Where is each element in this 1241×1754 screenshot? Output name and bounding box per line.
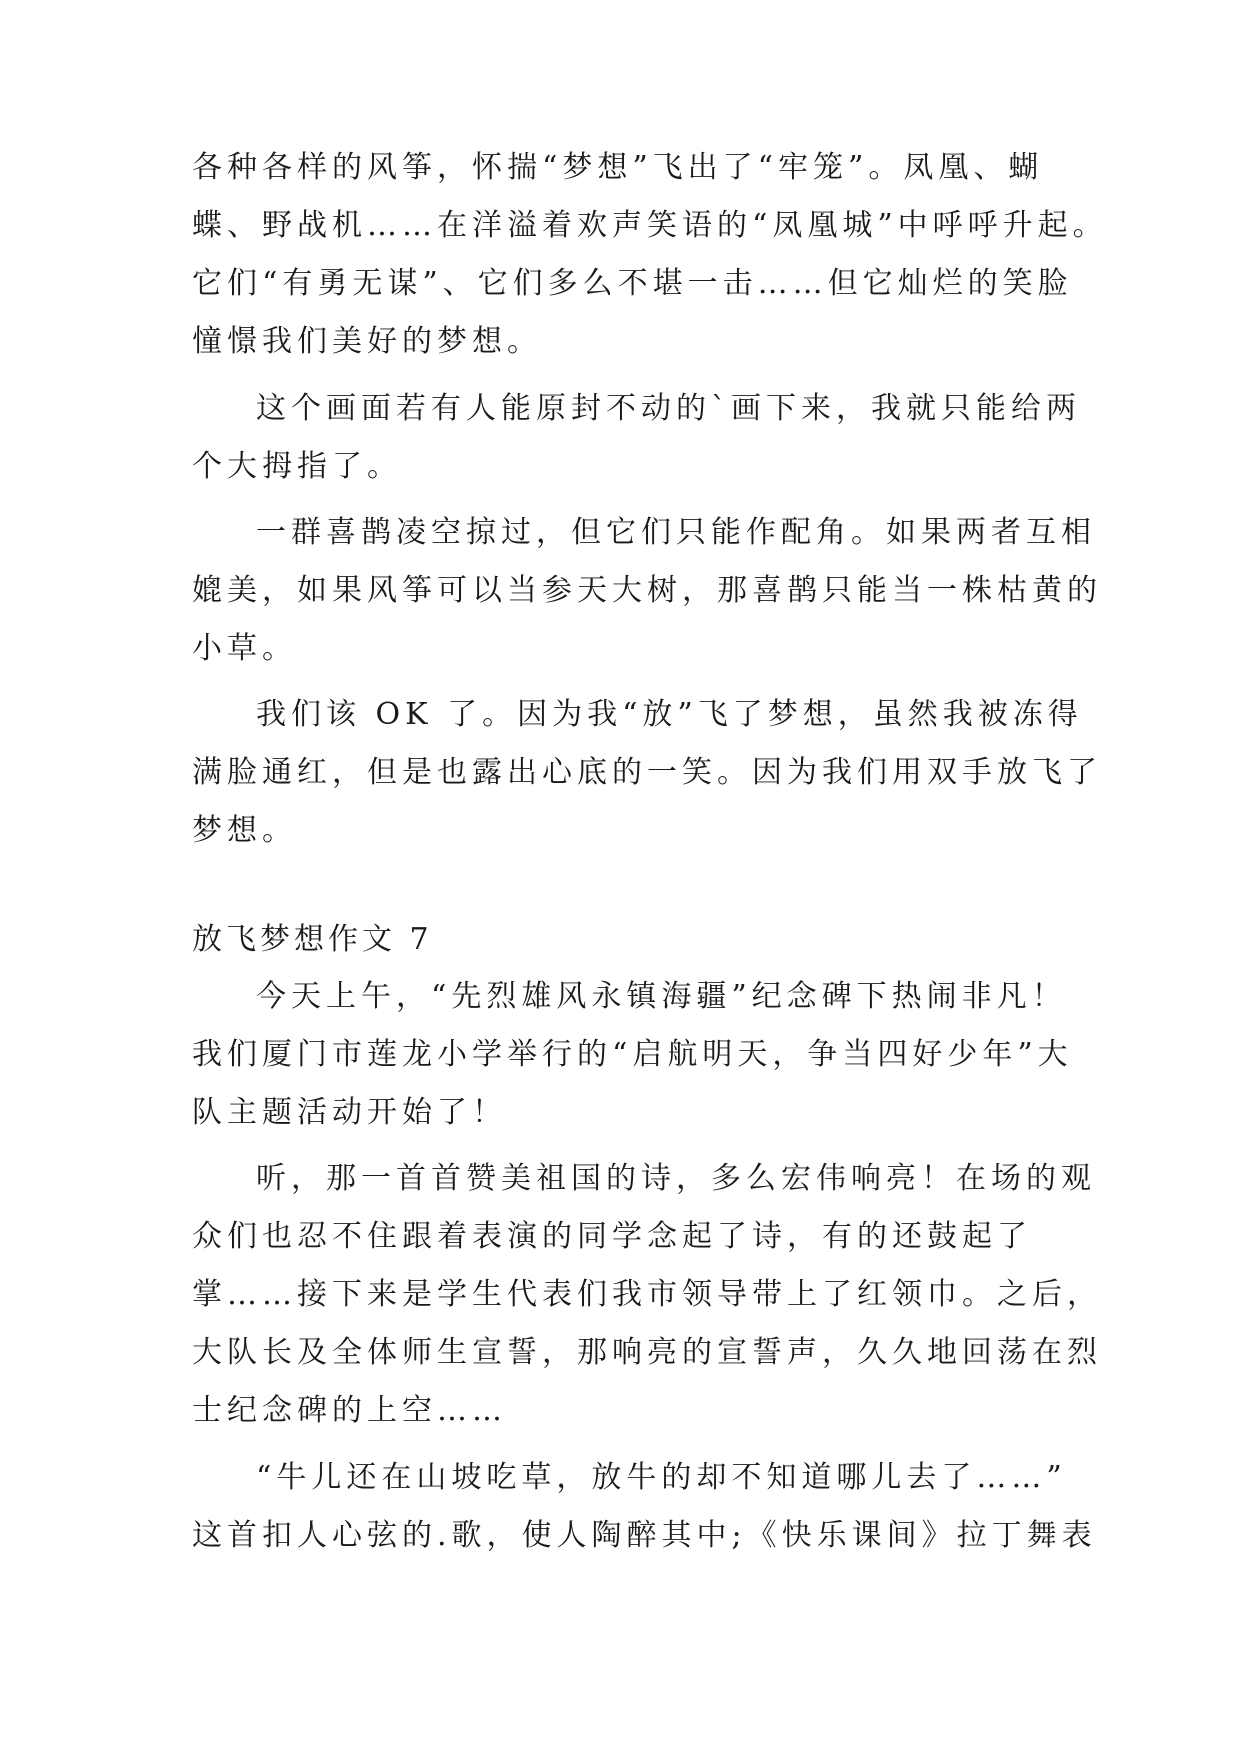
text-line: “牛儿还在山坡吃草，放牛的却不知道哪儿去了……” xyxy=(256,1460,1067,1495)
text-line: 梦想。 xyxy=(192,813,297,848)
text-line: 掌……接下来是学生代表们我市领导带上了红领巾。之后， xyxy=(192,1277,1102,1312)
text-line: 个大拇指了。 xyxy=(192,449,402,484)
text-line: 士纪念碑的上空…… xyxy=(192,1393,507,1428)
text-line: 满脸通红，但是也露出心底的一笑。因为我们用双手放飞了 xyxy=(192,755,1102,790)
text-line: 我们该 OK 了。因为我“放”飞了梦想，虽然我被冻得 xyxy=(256,697,1083,732)
text-line: 小草。 xyxy=(192,631,297,666)
text-line: 这首扣人心弦的.歌，使人陶醉其中;《快乐课间》拉丁舞表 xyxy=(192,1518,1097,1553)
text-line: 憧憬我们美好的梦想。 xyxy=(192,324,542,359)
text-line: 蝶、野战机……在洋溢着欢声笑语的“凤凰城”中呼呼升起。 xyxy=(192,208,1108,243)
text-line: 队主题活动开始了！ xyxy=(192,1095,507,1130)
text-line: 众们也忍不住跟着表演的同学念起了诗，有的还鼓起了 xyxy=(192,1219,1032,1254)
text-line: 听，那一首首赞美祖国的诗，多么宏伟响亮！在场的观 xyxy=(256,1161,1096,1196)
text-line: 今天上午，“先烈雄风永镇海疆”纪念碑下热闹非凡！ xyxy=(256,979,1067,1014)
text-line: 这个画面若有人能原封不动的`画下来，我就只能给两 xyxy=(256,391,1081,426)
text-line: 各种各样的风筝，怀揣“梦想”飞出了“牢笼”。凤凰、蝴 xyxy=(192,150,1044,185)
text-line: 媲美，如果风筝可以当参天大树，那喜鹊只能当一株枯黄的 xyxy=(192,573,1102,608)
text-line: 一群喜鹊凌空掠过，但它们只能作配角。如果两者互相 xyxy=(256,515,1096,550)
text-line: 我们厦门市莲龙小学举行的“启航明天，争当四好少年”大 xyxy=(192,1037,1073,1072)
text-line: 大队长及全体师生宣誓，那响亮的宣誓声，久久地回荡在烈 xyxy=(192,1335,1102,1370)
text-line: 它们“有勇无谋”、它们多么不堪一击……但它灿烂的笑脸 xyxy=(192,266,1073,301)
section-heading: 放飞梦想作文 7 xyxy=(192,922,433,957)
